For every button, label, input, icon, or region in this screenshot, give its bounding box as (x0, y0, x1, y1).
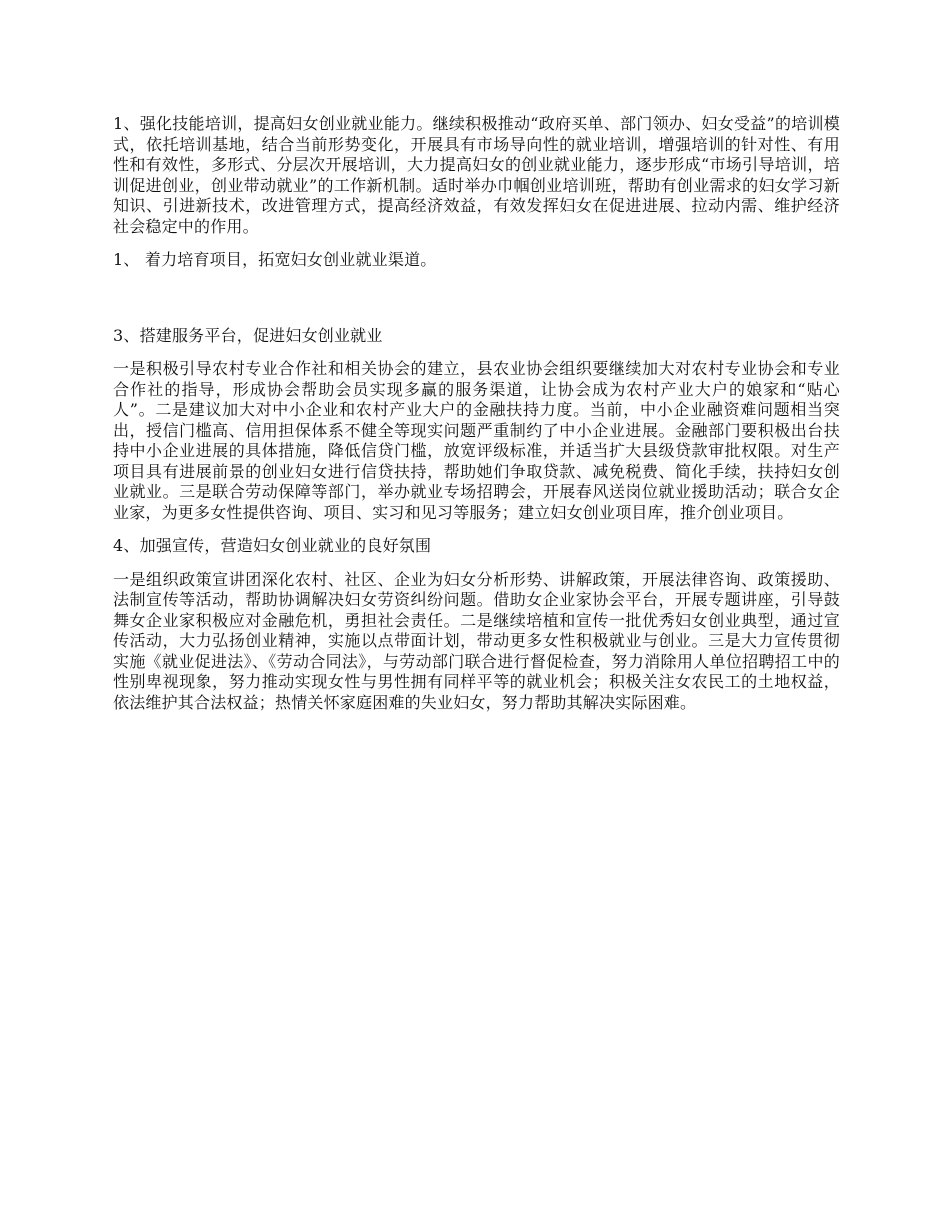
heading-publicity: 4、加强宣传，营造妇女创业就业的良好氛围 (113, 536, 432, 555)
paragraph-service-platform: 一是积极引导农村专业合作社和相关协会的建立，县农业协会组织要继续加大对农村专业协会和专业合作社的指导，形成协会帮助会员实现多赢的服务渠道，让协会成为农村产业大户的娘家和“贴心人”。二是建议加大对中小企业和农村产业大户的金融扶持力度。当前，中小企业融资难问题相当突出，授信门槛高、信用担保体系不健全等现实问题严重制约了中小企业进展。金融部门要积极出台扶持中小企业进展的具体措施，降低信贷门槛，放宽评级标准，并适当扩大县级贷款审批权限。对生产项目具有进展前景的创业妇女进行信贷扶持，帮助她们争取贷款、减免税费、简化手续，扶持妇女创业就业。三是联合劳动保障等部门，举办就业专场招聘会，开展春风送岗位就业援助活动；联合女企业家，为更多女性提供咨询、项目、实习和见习等服务；建立妇女创业项目库，推介创业项目。 (113, 359, 840, 522)
heading-cultivate-projects: 1、 着力培育项目，拓宽妇女创业就业渠道。 (113, 250, 437, 269)
paragraph-skills-training: 1、强化技能培训，提高妇女创业就业能力。继续积极推动“政府买单、部门领办、妇女受益”的培训模式，依托培训基地，结合当前形势变化，开展具有市场导向性的就业培训，增强培训的针对性、有用性和有效性，多形式、分层次开展培训，大力提高妇女的创业就业能力，逐步形成“市场引导培训，培训促进创业，创业带动就业”的工作新机制。适时举办巾帼创业培训班，帮助有创业需求的妇女学习新知识、引进新技术，改进管理方式，提高经济效益，有效发挥妇女在促进进展、拉动内需、维护经济社会稳定中的作用。 (113, 114, 840, 236)
paragraph-publicity: 一是组织政策宣讲团深化农村、社区、企业为妇女分析形势、讲解政策，开展法律咨询、政策援助、法制宣传等活动，帮助协调解决妇女劳资纠纷问题。借助女企业家协会平台，开展专题讲座，引导鼓舞女企业家积极应对金融危机，勇担社会责任。二是继续培植和宣传一批优秀妇女创业典型，通过宣传活动，大力弘扬创业精神，实施以点带面计划，带动更多女性积极就业与创业。三是大力宣传贯彻实施《就业促进法》、《劳动合同法》，与劳动部门联合进行督促检查，努力消除用人单位招聘招工中的性别卑视现象，努力推动实现女性与男性拥有同样平等的就业机会；积极关注女农民工的土地权益，依法维护其合法权益；热情关怀家庭困难的失业妇女，努力帮助其解决实际困难。 (113, 569, 840, 712)
document-body (113, 114, 840, 726)
blank-gap (113, 284, 840, 326)
heading-service-platform: 3、搭建服务平台，促进妇女创业就业 (113, 325, 383, 345)
